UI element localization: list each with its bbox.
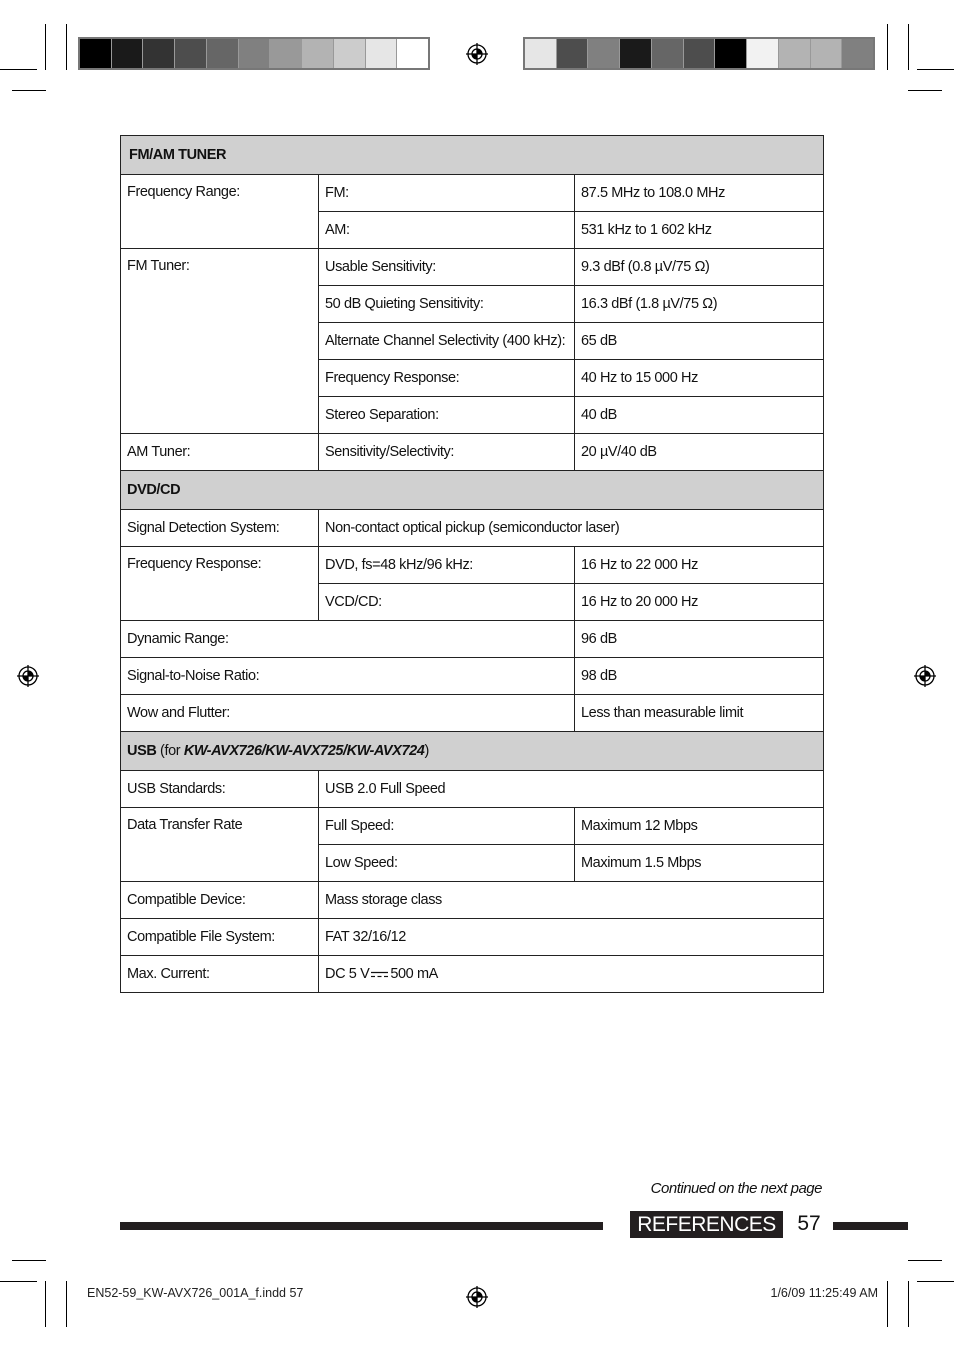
crop-mark	[0, 69, 37, 70]
row-value: Non-contact optical pickup (semiconductor laser)	[319, 510, 824, 547]
table-row	[121, 695, 824, 732]
footer-file: EN52-59_KW-AVX726_001A_f.indd 57	[87, 1286, 304, 1300]
section-title-for: (for	[156, 743, 184, 759]
color-bar-left	[78, 37, 430, 70]
color-swatch	[143, 39, 175, 68]
crop-mark	[66, 1281, 67, 1327]
crop-mark	[917, 1281, 954, 1282]
color-swatch	[588, 39, 620, 68]
table-row	[121, 621, 824, 658]
row-label: USB Standards:	[121, 771, 319, 808]
row-label: AM Tuner:	[121, 434, 319, 471]
row-sublabel: Alternate Channel Selectivity (400 kHz):	[319, 323, 575, 360]
row-label: Dynamic Range:	[121, 621, 575, 658]
footer-band-left	[120, 1222, 603, 1230]
row-value: 40 Hz to 15 000 Hz	[575, 360, 824, 397]
crop-mark	[66, 24, 67, 70]
row-sublabel: FM:	[319, 175, 575, 212]
row-label: Max. Current:	[121, 956, 319, 993]
crop-mark	[45, 1281, 46, 1327]
section-title: DVD/CD	[121, 471, 824, 510]
row-sublabel: AM:	[319, 212, 575, 249]
dc-symbol-icon	[371, 970, 388, 979]
crop-mark	[12, 1260, 46, 1261]
continued-note: Continued on the next page	[650, 1180, 822, 1197]
crop-mark	[887, 24, 888, 70]
color-swatch	[747, 39, 779, 68]
row-label: Signal-to-Noise Ratio:	[121, 658, 575, 695]
color-swatch	[334, 39, 366, 68]
row-sublabel: Stereo Separation:	[319, 397, 575, 434]
table-row	[121, 882, 824, 919]
crop-mark	[908, 1281, 909, 1327]
registration-mark-icon	[466, 1286, 488, 1308]
table-row	[121, 919, 824, 956]
row-value: 16 Hz to 20 000 Hz	[575, 584, 824, 621]
row-label: Data Transfer Rate	[121, 808, 319, 882]
row-value: 531 kHz to 1 602 kHz	[575, 212, 824, 249]
crop-mark	[12, 90, 46, 91]
color-swatch	[715, 39, 747, 68]
color-swatch	[684, 39, 716, 68]
color-swatch	[557, 39, 589, 68]
row-sublabel: Low Speed:	[319, 845, 575, 882]
section-title-close: )	[424, 743, 429, 759]
row-value: Maximum 12 Mbps	[575, 808, 824, 845]
crop-mark	[908, 90, 942, 91]
color-swatch	[779, 39, 811, 68]
row-label: Frequency Response:	[121, 547, 319, 621]
row-value: Less than measurable limit	[575, 695, 824, 732]
row-value: FAT 32/16/12	[319, 919, 824, 956]
row-label: Compatible Device:	[121, 882, 319, 919]
section-header-usb	[121, 732, 824, 771]
table-row	[121, 510, 824, 547]
row-value: Maximum 1.5 Mbps	[575, 845, 824, 882]
color-swatch	[175, 39, 207, 68]
row-sublabel: DVD, fs=48 kHz/96 kHz:	[319, 547, 575, 584]
color-swatch	[239, 39, 271, 68]
table-row	[121, 658, 824, 695]
section-label: REFERENCES	[630, 1211, 783, 1238]
row-label: FM Tuner:	[121, 249, 319, 434]
footer-band-right	[833, 1222, 908, 1230]
row-value: Mass storage class	[319, 882, 824, 919]
crop-mark	[887, 1281, 888, 1327]
row-value: 16.3 dBf (1.8 µV/75 Ω)	[575, 286, 824, 323]
row-sublabel: Full Speed:	[319, 808, 575, 845]
color-bar-right	[523, 37, 875, 70]
row-value: 96 dB	[575, 621, 824, 658]
table-row	[121, 771, 824, 808]
row-value: USB 2.0 Full Speed	[319, 771, 824, 808]
row-label: Wow and Flutter:	[121, 695, 575, 732]
crop-mark	[917, 69, 954, 70]
row-label: Compatible File System:	[121, 919, 319, 956]
row-value: 87.5 MHz to 108.0 MHz	[575, 175, 824, 212]
color-swatch	[366, 39, 398, 68]
section-title-main: USB	[127, 743, 157, 759]
table-row	[121, 547, 824, 584]
registration-mark-icon	[466, 43, 488, 65]
row-sublabel: Frequency Response:	[319, 360, 575, 397]
row-value: 98 dB	[575, 658, 824, 695]
row-sublabel: 50 dB Quieting Sensitivity:	[319, 286, 575, 323]
crop-mark	[908, 24, 909, 70]
page-number: 57	[797, 1212, 821, 1235]
color-swatch	[302, 39, 334, 68]
color-swatch	[397, 39, 428, 68]
row-sublabel: VCD/CD:	[319, 584, 575, 621]
table-row	[121, 956, 824, 993]
row-value: 65 dB	[575, 323, 824, 360]
table-row	[121, 434, 824, 471]
table-row	[121, 808, 824, 845]
row-label: Signal Detection System:	[121, 510, 319, 547]
registration-mark-icon	[914, 665, 936, 687]
section-title: FM/AM TUNER	[121, 136, 824, 175]
row-sublabel: Usable Sensitivity:	[319, 249, 575, 286]
section-header-dvd-cd	[121, 471, 824, 510]
registration-mark-icon	[17, 665, 39, 687]
current-prefix: DC 5 V	[325, 966, 370, 982]
color-swatch	[270, 39, 302, 68]
color-swatch	[525, 39, 557, 68]
section-title	[121, 732, 824, 771]
color-swatch	[80, 39, 112, 68]
table-row	[121, 175, 824, 212]
current-suffix: 500 mA	[390, 966, 438, 982]
crop-mark	[45, 24, 46, 70]
color-swatch	[112, 39, 144, 68]
row-value: 16 Hz to 22 000 Hz	[575, 547, 824, 584]
row-value	[319, 956, 824, 993]
section-title-models: KW-AVX726/KW-AVX725/KW-AVX724	[183, 743, 425, 759]
row-value: 20 µV/40 dB	[575, 434, 824, 471]
crop-mark	[0, 1281, 37, 1282]
color-swatch	[620, 39, 652, 68]
footer-date: 1/6/09 11:25:49 AM	[770, 1286, 878, 1300]
crop-mark	[908, 1260, 942, 1261]
table-row	[121, 249, 824, 286]
spec-table	[120, 135, 824, 993]
section-header-fm-am	[121, 136, 824, 175]
color-swatch	[811, 39, 843, 68]
color-swatch	[207, 39, 239, 68]
row-sublabel: Sensitivity/Selectivity:	[319, 434, 575, 471]
row-label: Frequency Range:	[121, 175, 319, 249]
color-swatch	[652, 39, 684, 68]
color-swatch	[842, 39, 873, 68]
row-value: 40 dB	[575, 397, 824, 434]
row-value: 9.3 dBf (0.8 µV/75 Ω)	[575, 249, 824, 286]
